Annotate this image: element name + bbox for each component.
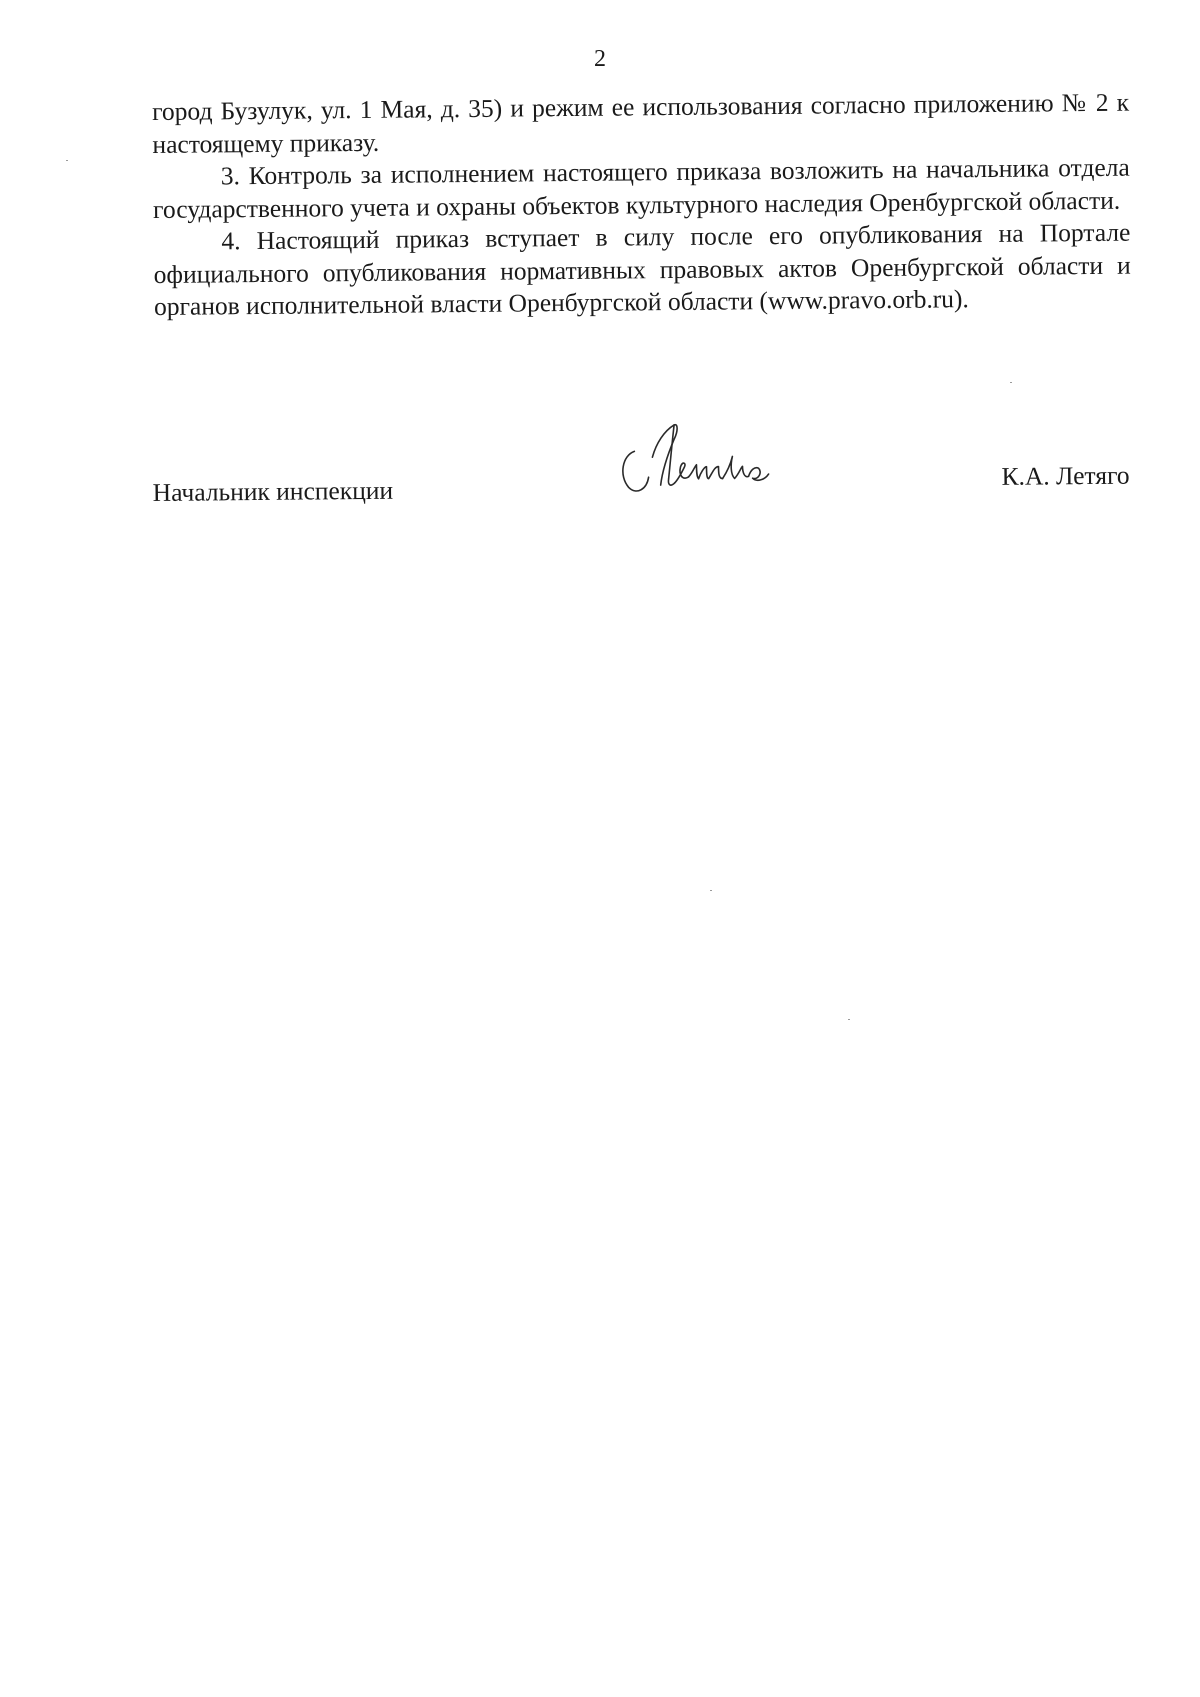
scan-speck bbox=[848, 1019, 850, 1020]
paragraph-item-4: 4. Настоящий приказ вступает в силу после его опубликования на Портале официального опубликования нормативных правовых актов Оренбургской области и органов исполнительной власти Оренбургской области (www.pravo.orb.ru). bbox=[153, 217, 1131, 321]
scan-speck bbox=[1010, 382, 1012, 383]
page-number: 2 bbox=[594, 46, 606, 72]
scan-speck bbox=[710, 890, 712, 891]
paragraph-item-3: 3. Контроль за исполнением настоящего приказа возложить на начальника отдела государственного учета и охраны объектов культурного наследия Оренбургской области. bbox=[152, 152, 1130, 224]
handwritten-signature-icon bbox=[612, 412, 793, 514]
signature-block bbox=[152, 409, 1130, 518]
signer-position-title: Начальник инспекции bbox=[152, 475, 394, 507]
signer-name: К.А. Летяго bbox=[1001, 460, 1130, 491]
document-body bbox=[152, 87, 1131, 324]
scan-speck bbox=[66, 160, 68, 161]
paragraph-continuation: город Бузулук, ул. 1 Мая, д. 35) и режим ее использования согласно приложению № 2 к настоящему приказу. bbox=[152, 87, 1130, 159]
